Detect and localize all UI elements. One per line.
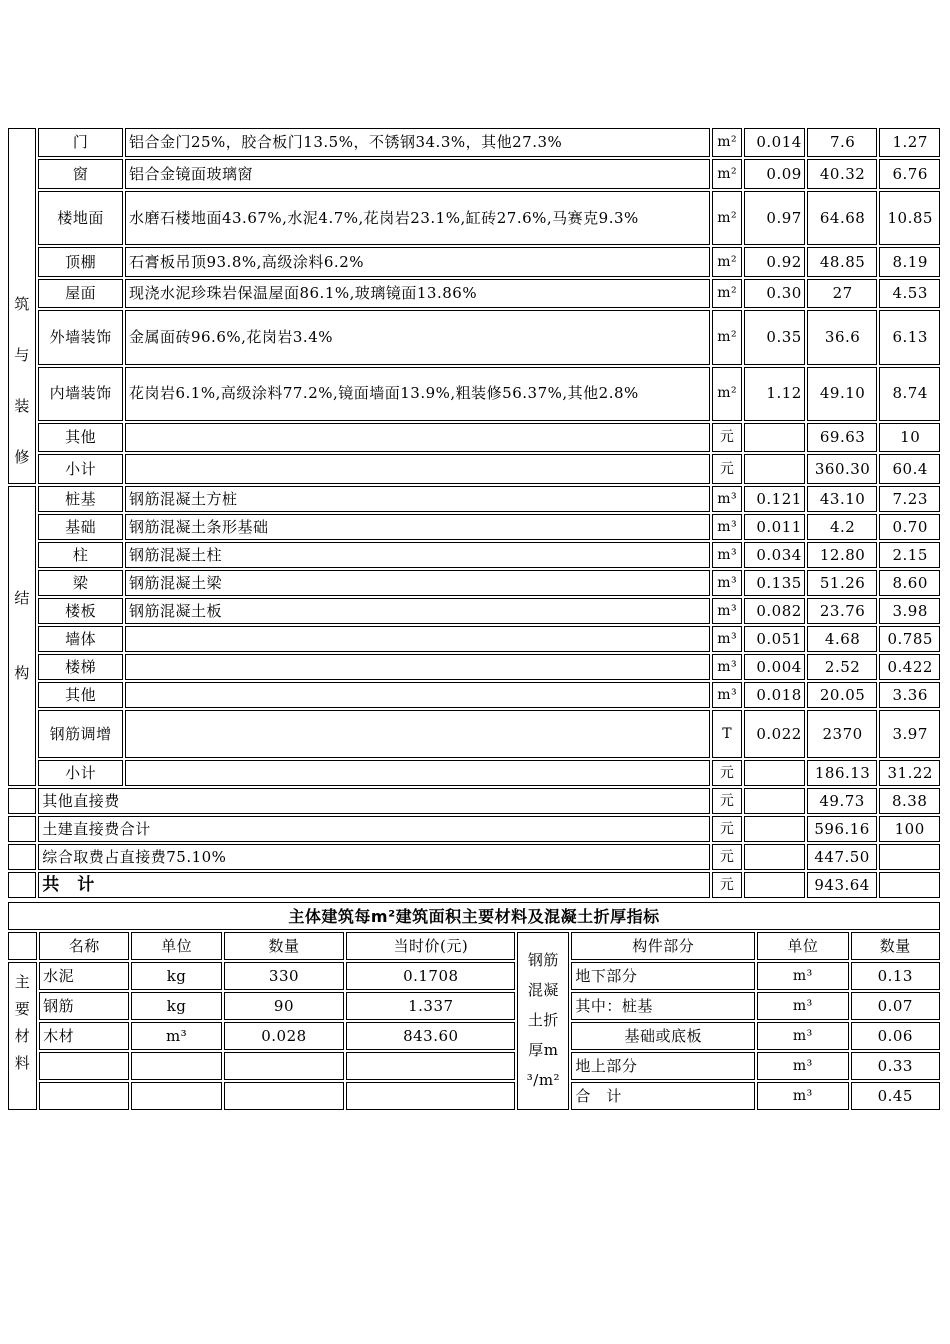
concrete-quantity: 0.33 xyxy=(851,1052,940,1080)
item-cost: 36.6 xyxy=(807,310,878,364)
table-row xyxy=(8,570,940,596)
item-percent: 8.19 xyxy=(879,247,940,276)
indicator-row xyxy=(8,992,940,1020)
item-description: 金属面砖96.6%,花岗岩3.4% xyxy=(125,310,710,364)
concrete-unit: m³ xyxy=(757,1082,848,1110)
item-percent: 7.23 xyxy=(879,486,940,512)
item-percent: 2.15 xyxy=(879,542,940,568)
concrete-quantity: 0.06 xyxy=(851,1022,940,1050)
table-row xyxy=(8,191,940,245)
item-percent: 60.4 xyxy=(879,454,940,484)
materials-side-text: 主要材料 xyxy=(14,973,31,1072)
item-percent: 3.97 xyxy=(879,710,940,758)
summary-label: 共 计 xyxy=(38,872,710,898)
summary-unit: 元 xyxy=(712,788,742,814)
item-cost: 49.10 xyxy=(807,367,878,421)
summary-cost: 943.64 xyxy=(807,872,878,898)
item-cost: 48.85 xyxy=(807,247,878,276)
item-percent: 1.27 xyxy=(879,128,940,157)
item-quantity: 0.051 xyxy=(744,626,805,652)
section-char: 结 xyxy=(14,589,30,607)
item-cost: 43.10 xyxy=(807,486,878,512)
item-percent: 8.74 xyxy=(879,367,940,421)
item-quantity: 0.09 xyxy=(744,159,805,188)
item-quantity: 0.014 xyxy=(744,128,805,157)
item-description: 钢筋混凝土板 xyxy=(125,598,710,624)
item-quantity xyxy=(744,423,805,452)
table-row xyxy=(8,598,940,624)
summary-cost: 49.73 xyxy=(807,788,878,814)
item-quantity: 0.135 xyxy=(744,570,805,596)
indicator-table xyxy=(6,900,942,1112)
material-quantity: 330 xyxy=(224,962,344,990)
table-row xyxy=(8,486,940,512)
item-unit: m² xyxy=(712,279,742,308)
section-label-decoration xyxy=(8,128,36,484)
item-name: 其他 xyxy=(38,423,123,452)
item-percent: 31.22 xyxy=(879,760,940,786)
item-description xyxy=(125,654,710,680)
material-price xyxy=(346,1082,515,1110)
item-description: 钢筋混凝土条形基础 xyxy=(125,514,710,540)
summary-blank xyxy=(8,844,36,870)
concrete-side-label xyxy=(517,932,569,1110)
item-unit: m² xyxy=(712,247,742,276)
concrete-quantity: 0.13 xyxy=(851,962,940,990)
indicator-row xyxy=(8,962,940,990)
materials-side-blank xyxy=(8,932,37,960)
summary-quantity xyxy=(744,844,805,870)
item-name: 楼板 xyxy=(38,598,123,624)
item-description xyxy=(125,454,710,484)
summary-cost: 447.50 xyxy=(807,844,878,870)
section-char: 与 xyxy=(14,346,30,364)
concrete-side-text: 钢筋混凝土折厚m³/m² xyxy=(526,951,561,1089)
table-row xyxy=(8,654,940,680)
summary-row xyxy=(8,844,940,870)
item-description xyxy=(125,682,710,708)
item-name: 窗 xyxy=(38,159,123,188)
cost-table-body xyxy=(8,128,940,898)
item-cost: 69.63 xyxy=(807,423,878,452)
item-cost: 7.6 xyxy=(807,128,878,157)
item-unit: m³ xyxy=(712,654,742,680)
cost-table-sheet xyxy=(6,126,942,1112)
indicator-row xyxy=(8,1052,940,1080)
item-cost: 20.05 xyxy=(807,682,878,708)
section-label-chars xyxy=(9,129,35,483)
item-quantity: 0.004 xyxy=(744,654,805,680)
table-row xyxy=(8,423,940,452)
item-description: 现浇水泥珍珠岩保温屋面86.1%,玻璃镜面13.86% xyxy=(125,279,710,308)
table-row xyxy=(8,514,940,540)
item-description: 钢筋混凝土柱 xyxy=(125,542,710,568)
section-label-chars xyxy=(9,561,35,711)
item-cost: 4.68 xyxy=(807,626,878,652)
item-description: 铝合金镜面玻璃窗 xyxy=(125,159,710,188)
summary-unit: 元 xyxy=(712,816,742,842)
table-row xyxy=(8,542,940,568)
item-name: 门 xyxy=(38,128,123,157)
indicator-row xyxy=(8,1022,940,1050)
item-quantity xyxy=(744,760,805,786)
summary-label: 综合取费占直接费75.10% xyxy=(38,844,710,870)
material-quantity: 90 xyxy=(224,992,344,1020)
item-quantity xyxy=(744,454,805,484)
summary-row xyxy=(8,816,940,842)
materials-side-label xyxy=(8,962,37,1110)
item-unit: m³ xyxy=(712,598,742,624)
indicator-row xyxy=(8,1082,940,1110)
item-name: 屋面 xyxy=(38,279,123,308)
concrete-unit: m³ xyxy=(757,992,848,1020)
section-char: 构 xyxy=(14,664,30,682)
material-unit xyxy=(131,1082,221,1110)
table-row xyxy=(8,159,940,188)
item-name: 其他 xyxy=(38,682,123,708)
table-row xyxy=(8,367,940,421)
item-description: 石膏板吊顶93.8%,高级涂料6.2% xyxy=(125,247,710,276)
summary-label: 土建直接费合计 xyxy=(38,816,710,842)
item-quantity: 0.97 xyxy=(744,191,805,245)
material-unit: kg xyxy=(131,992,221,1020)
item-unit: m³ xyxy=(712,542,742,568)
item-cost: 2370 xyxy=(807,710,878,758)
material-price xyxy=(346,1052,515,1080)
material-name: 木材 xyxy=(39,1022,129,1050)
item-unit: m³ xyxy=(712,682,742,708)
item-quantity: 0.034 xyxy=(744,542,805,568)
summary-quantity xyxy=(744,872,805,898)
summary-row xyxy=(8,872,940,898)
item-name: 楼地面 xyxy=(38,191,123,245)
item-quantity: 1.12 xyxy=(744,367,805,421)
summary-unit: 元 xyxy=(712,872,742,898)
concrete-part: 地下部分 xyxy=(571,962,755,990)
item-description: 钢筋混凝土梁 xyxy=(125,570,710,596)
summary-blank xyxy=(8,788,36,814)
concrete-header: 单位 xyxy=(757,932,848,960)
table-row xyxy=(8,247,940,276)
item-cost: 2.52 xyxy=(807,654,878,680)
item-unit: m³ xyxy=(712,570,742,596)
summary-blank xyxy=(8,816,36,842)
table-row xyxy=(8,626,940,652)
material-unit: m³ xyxy=(131,1022,221,1050)
item-description: 铝合金门25%，胶合板门13.5%，不锈钢34.3%，其他27.3% xyxy=(125,128,710,157)
indicator-header-row xyxy=(8,932,940,960)
item-percent: 10 xyxy=(879,423,940,452)
item-quantity: 0.018 xyxy=(744,682,805,708)
concrete-header: 构件部分 xyxy=(571,932,755,960)
cost-breakdown-table xyxy=(6,126,942,900)
summary-percent: 100 xyxy=(879,816,940,842)
summary-label: 其他直接费 xyxy=(38,788,710,814)
item-percent: 3.98 xyxy=(879,598,940,624)
item-name: 基础 xyxy=(38,514,123,540)
item-description: 水磨石楼地面43.67%,水泥4.7%,花岗岩23.1%,缸砖27.6%,马赛克9.3% xyxy=(125,191,710,245)
concrete-part: 基础或底板 xyxy=(571,1022,755,1050)
summary-cost: 596.16 xyxy=(807,816,878,842)
item-quantity: 0.022 xyxy=(744,710,805,758)
material-price: 0.1708 xyxy=(346,962,515,990)
material-name xyxy=(39,1052,129,1080)
item-description xyxy=(125,626,710,652)
item-name: 钢筋调增 xyxy=(38,710,123,758)
material-price: 843.60 xyxy=(346,1022,515,1050)
item-quantity: 0.35 xyxy=(744,310,805,364)
item-percent: 0.785 xyxy=(879,626,940,652)
material-unit: kg xyxy=(131,962,221,990)
item-description: 钢筋混凝土方桩 xyxy=(125,486,710,512)
concrete-unit: m³ xyxy=(757,1022,848,1050)
item-cost: 186.13 xyxy=(807,760,878,786)
item-quantity: 0.92 xyxy=(744,247,805,276)
summary-quantity xyxy=(744,816,805,842)
item-name: 小计 xyxy=(38,454,123,484)
summary-percent xyxy=(879,844,940,870)
item-unit: m² xyxy=(712,310,742,364)
concrete-part: 其中：桩基 xyxy=(571,992,755,1020)
section-char: 装 xyxy=(14,397,30,415)
item-unit: m³ xyxy=(712,514,742,540)
material-name xyxy=(39,1082,129,1110)
item-percent: 8.60 xyxy=(879,570,940,596)
item-name: 柱 xyxy=(38,542,123,568)
material-name: 水泥 xyxy=(39,962,129,990)
item-percent: 6.76 xyxy=(879,159,940,188)
item-unit: m³ xyxy=(712,486,742,512)
item-quantity: 0.011 xyxy=(744,514,805,540)
material-quantity xyxy=(224,1082,344,1110)
material-quantity xyxy=(224,1052,344,1080)
concrete-part: 地上部分 xyxy=(571,1052,755,1080)
summary-quantity xyxy=(744,788,805,814)
section-char: 筑 xyxy=(14,295,30,313)
item-unit: m² xyxy=(712,367,742,421)
item-unit: m² xyxy=(712,128,742,157)
concrete-unit: m³ xyxy=(757,962,848,990)
table-row xyxy=(8,128,940,157)
indicator-title: 主体建筑每m²建筑面积主要材料及混凝土折厚指标 xyxy=(8,902,940,930)
summary-row xyxy=(8,788,940,814)
item-name: 顶棚 xyxy=(38,247,123,276)
material-name: 钢筋 xyxy=(39,992,129,1020)
summary-percent xyxy=(879,872,940,898)
item-unit: 元 xyxy=(712,423,742,452)
materials-header: 当时价(元) xyxy=(346,932,515,960)
item-description xyxy=(125,710,710,758)
summary-unit: 元 xyxy=(712,844,742,870)
item-cost: 51.26 xyxy=(807,570,878,596)
summary-blank xyxy=(8,872,36,898)
item-quantity: 0.082 xyxy=(744,598,805,624)
material-unit xyxy=(131,1052,221,1080)
item-percent: 4.53 xyxy=(879,279,940,308)
concrete-unit: m³ xyxy=(757,1052,848,1080)
item-name: 外墙装饰 xyxy=(38,310,123,364)
concrete-part: 合 计 xyxy=(571,1082,755,1110)
item-cost: 12.80 xyxy=(807,542,878,568)
item-name: 墙体 xyxy=(38,626,123,652)
summary-percent: 8.38 xyxy=(879,788,940,814)
item-unit: m³ xyxy=(712,626,742,652)
concrete-header: 数量 xyxy=(851,932,940,960)
material-quantity: 0.028 xyxy=(224,1022,344,1050)
item-description xyxy=(125,760,710,786)
item-quantity: 0.121 xyxy=(744,486,805,512)
indicator-table-body xyxy=(8,902,940,1110)
item-name: 梁 xyxy=(38,570,123,596)
item-unit: m² xyxy=(712,159,742,188)
materials-header: 单位 xyxy=(131,932,221,960)
item-name: 桩基 xyxy=(38,486,123,512)
item-cost: 27 xyxy=(807,279,878,308)
table-row xyxy=(8,279,940,308)
item-quantity: 0.30 xyxy=(744,279,805,308)
table-row xyxy=(8,454,940,484)
materials-header: 数量 xyxy=(224,932,344,960)
table-row xyxy=(8,310,940,364)
section-label-structure xyxy=(8,486,36,786)
table-row xyxy=(8,710,940,758)
material-price: 1.337 xyxy=(346,992,515,1020)
item-percent: 0.422 xyxy=(879,654,940,680)
item-cost: 23.76 xyxy=(807,598,878,624)
item-name: 内墙装饰 xyxy=(38,367,123,421)
item-percent: 0.70 xyxy=(879,514,940,540)
item-unit: 元 xyxy=(712,454,742,484)
item-percent: 6.13 xyxy=(879,310,940,364)
item-name: 楼梯 xyxy=(38,654,123,680)
item-unit: m² xyxy=(712,191,742,245)
item-cost: 40.32 xyxy=(807,159,878,188)
table-row xyxy=(8,682,940,708)
item-description: 花岗岩6.1%,高级涂料77.2%,镜面墙面13.9%,粗装修56.37%,其他2.8% xyxy=(125,367,710,421)
item-percent: 10.85 xyxy=(879,191,940,245)
section-char: 修 xyxy=(14,448,30,466)
item-percent: 3.36 xyxy=(879,682,940,708)
item-cost: 4.2 xyxy=(807,514,878,540)
item-description xyxy=(125,423,710,452)
concrete-quantity: 0.45 xyxy=(851,1082,940,1110)
concrete-quantity: 0.07 xyxy=(851,992,940,1020)
item-unit: T xyxy=(712,710,742,758)
materials-header: 名称 xyxy=(39,932,129,960)
item-unit: 元 xyxy=(712,760,742,786)
item-cost: 360.30 xyxy=(807,454,878,484)
item-cost: 64.68 xyxy=(807,191,878,245)
table-row xyxy=(8,760,940,786)
item-name: 小计 xyxy=(38,760,123,786)
